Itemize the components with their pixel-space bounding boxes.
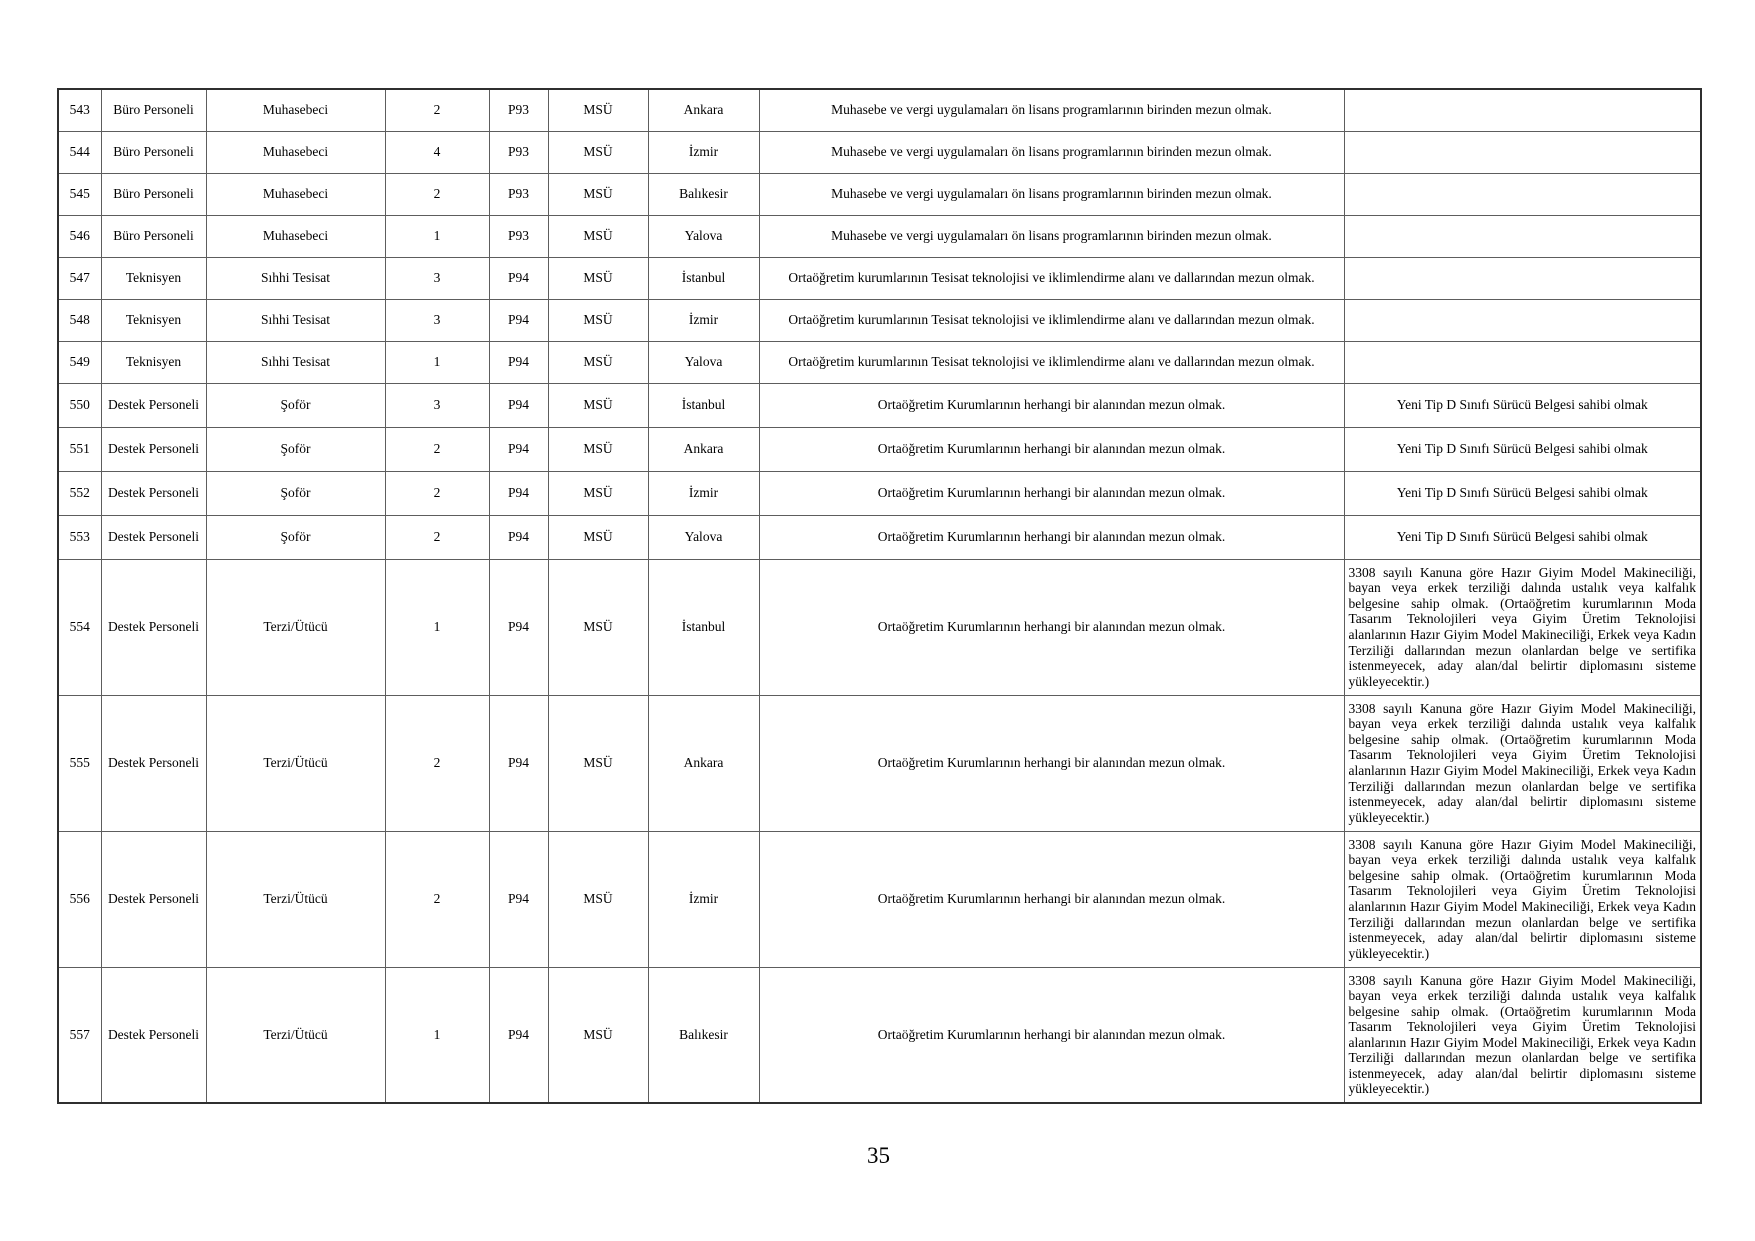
cell-row-no: 544 (58, 131, 101, 173)
cell-code: P94 (489, 695, 548, 831)
cell-code: P94 (489, 341, 548, 383)
cell-code: P94 (489, 257, 548, 299)
table-row (58, 471, 1701, 515)
cell-count: 3 (385, 299, 489, 341)
cell-position: Büro Personeli (101, 131, 206, 173)
cell-position: Destek Personeli (101, 427, 206, 471)
table-row (58, 427, 1701, 471)
cell-requirement: Ortaöğretim Kurumlarının herhangi bir alanından mezun olmak. (759, 559, 1344, 695)
cell-row-no: 551 (58, 427, 101, 471)
cell-code: P93 (489, 215, 548, 257)
table-row (58, 131, 1701, 173)
cell-row-no: 543 (58, 89, 101, 131)
cell-position: Destek Personeli (101, 383, 206, 427)
cell-note: Yeni Tip D Sınıfı Sürücü Belgesi sahibi olmak (1344, 383, 1701, 427)
cell-city: Ankara (648, 695, 759, 831)
cell-position: Destek Personeli (101, 831, 206, 967)
cell-city: Balıkesir (648, 173, 759, 215)
cell-requirement: Muhasebe ve vergi uygulamaları ön lisans programlarının birinden mezun olmak. (759, 215, 1344, 257)
table-row (58, 383, 1701, 427)
cell-count: 2 (385, 427, 489, 471)
cell-count: 4 (385, 131, 489, 173)
cell-code: P94 (489, 967, 548, 1103)
cell-note: 3308 sayılı Kanuna göre Hazır Giyim Model Makineciliği, bayan veya erkek terziliği dalında ustalık veya kalfalık belgesine sahip olmak. (Ortaöğretim kurumlarının Moda Tasarım Teknolojileri veya Giyim Üretim Teknolojisi alanlarının Hazır Giyim Model Makineciliği, Erkek veya Kadın Terziliği dallarından mezun olanlardan belge ve sertifika istenmeyecek, aday alan/dal belirtir diplomasını sisteme yükleyecektir.) (1344, 695, 1701, 831)
cell-title: Muhasebeci (206, 131, 385, 173)
cell-row-no: 546 (58, 215, 101, 257)
table-row (58, 515, 1701, 559)
cell-row-no: 556 (58, 831, 101, 967)
cell-count: 1 (385, 559, 489, 695)
cell-title: Muhasebeci (206, 89, 385, 131)
cell-count: 2 (385, 89, 489, 131)
cell-note (1344, 131, 1701, 173)
cell-institution: MSÜ (548, 471, 648, 515)
table-row (58, 341, 1701, 383)
cell-count: 2 (385, 831, 489, 967)
cell-institution: MSÜ (548, 173, 648, 215)
cell-requirement: Ortaöğretim kurumlarının Tesisat teknolojisi ve iklimlendirme alanı ve dallarından mezun olmak. (759, 299, 1344, 341)
cell-position: Destek Personeli (101, 967, 206, 1103)
cell-code: P94 (489, 515, 548, 559)
cell-count: 3 (385, 257, 489, 299)
cell-code: P94 (489, 471, 548, 515)
table-row (58, 215, 1701, 257)
cell-institution: MSÜ (548, 967, 648, 1103)
table-row (58, 257, 1701, 299)
cell-position: Büro Personeli (101, 89, 206, 131)
cell-code: P94 (489, 299, 548, 341)
cell-requirement: Ortaöğretim kurumlarının Tesisat teknolojisi ve iklimlendirme alanı ve dallarından mezun olmak. (759, 257, 1344, 299)
cell-note (1344, 257, 1701, 299)
cell-code: P93 (489, 131, 548, 173)
cell-city: İstanbul (648, 383, 759, 427)
cell-city: İstanbul (648, 559, 759, 695)
cell-city: Ankara (648, 427, 759, 471)
cell-institution: MSÜ (548, 215, 648, 257)
cell-requirement: Muhasebe ve vergi uygulamaları ön lisans programlarının birinden mezun olmak. (759, 173, 1344, 215)
cell-code: P93 (489, 173, 548, 215)
cell-city: İzmir (648, 299, 759, 341)
cell-code: P94 (489, 383, 548, 427)
cell-institution: MSÜ (548, 695, 648, 831)
cell-row-no: 552 (58, 471, 101, 515)
cell-position: Teknisyen (101, 341, 206, 383)
cell-row-no: 547 (58, 257, 101, 299)
cell-count: 2 (385, 173, 489, 215)
cell-requirement: Ortaöğretim kurumlarının Tesisat teknolojisi ve iklimlendirme alanı ve dallarından mezun olmak. (759, 341, 1344, 383)
cell-note: 3308 sayılı Kanuna göre Hazır Giyim Model Makineciliği, bayan veya erkek terziliği dalında ustalık veya kalfalık belgesine sahip olmak. (Ortaöğretim kurumlarının Moda Tasarım Teknolojileri veya Giyim Üretim Teknolojisi alanlarının Hazır Giyim Model Makineciliği, Erkek veya Kadın Terziliği dallarından mezun olanlardan belge ve sertifika istenmeyecek, aday alan/dal belirtir diplomasını sisteme yükleyecektir.) (1344, 559, 1701, 695)
page-number: 35 (867, 1143, 890, 1168)
cell-count: 1 (385, 967, 489, 1103)
cell-note: Yeni Tip D Sınıfı Sürücü Belgesi sahibi olmak (1344, 471, 1701, 515)
cell-title: Terzi/Ütücü (206, 831, 385, 967)
cell-note (1344, 89, 1701, 131)
cell-note (1344, 341, 1701, 383)
job-postings-table-wrap (57, 88, 1702, 1104)
cell-code: P94 (489, 427, 548, 471)
cell-code: P93 (489, 89, 548, 131)
cell-note (1344, 299, 1701, 341)
cell-position: Teknisyen (101, 257, 206, 299)
cell-code: P94 (489, 831, 548, 967)
table-row (58, 299, 1701, 341)
cell-position: Büro Personeli (101, 173, 206, 215)
cell-position: Destek Personeli (101, 695, 206, 831)
cell-city: İzmir (648, 831, 759, 967)
cell-institution: MSÜ (548, 299, 648, 341)
cell-row-no: 553 (58, 515, 101, 559)
cell-title: Terzi/Ütücü (206, 967, 385, 1103)
cell-note: 3308 sayılı Kanuna göre Hazır Giyim Model Makineciliği, bayan veya erkek terziliği dalında ustalık veya kalfalık belgesine sahip olmak. (Ortaöğretim kurumlarının Moda Tasarım Teknolojileri veya Giyim Üretim Teknolojisi alanlarının Hazır Giyim Model Makineciliği, Erkek veya Kadın Terziliği dallarından mezun olanlardan belge ve sertifika istenmeyecek, aday alan/dal belirtir diplomasını sisteme yükleyecektir.) (1344, 831, 1701, 967)
cell-title: Sıhhi Tesisat (206, 257, 385, 299)
cell-title: Şoför (206, 515, 385, 559)
table-body (58, 89, 1701, 1103)
cell-position: Destek Personeli (101, 559, 206, 695)
cell-position: Teknisyen (101, 299, 206, 341)
table-row (58, 559, 1701, 695)
cell-city: Yalova (648, 341, 759, 383)
cell-row-no: 549 (58, 341, 101, 383)
cell-count: 2 (385, 695, 489, 831)
cell-title: Muhasebeci (206, 215, 385, 257)
cell-title: Şoför (206, 471, 385, 515)
cell-count: 1 (385, 341, 489, 383)
job-postings-table (57, 88, 1702, 1104)
cell-institution: MSÜ (548, 515, 648, 559)
cell-requirement: Ortaöğretim Kurumlarının herhangi bir alanından mezun olmak. (759, 967, 1344, 1103)
cell-row-no: 545 (58, 173, 101, 215)
cell-row-no: 554 (58, 559, 101, 695)
cell-title: Şoför (206, 383, 385, 427)
cell-row-no: 550 (58, 383, 101, 427)
cell-code: P94 (489, 559, 548, 695)
table-row (58, 173, 1701, 215)
cell-note: Yeni Tip D Sınıfı Sürücü Belgesi sahibi olmak (1344, 515, 1701, 559)
cell-institution: MSÜ (548, 383, 648, 427)
cell-count: 1 (385, 215, 489, 257)
cell-row-no: 555 (58, 695, 101, 831)
cell-note: 3308 sayılı Kanuna göre Hazır Giyim Model Makineciliği, bayan veya erkek terziliği dalında ustalık veya kalfalık belgesine sahip olmak. (Ortaöğretim kurumlarının Moda Tasarım Teknolojileri veya Giyim Üretim Teknolojisi alanlarının Hazır Giyim Model Makineciliği, Erkek veya Kadın Terziliği dallarından mezun olanlardan belge ve sertifika istenmeyecek, aday alan/dal belirtir diplomasını sisteme yükleyecektir.) (1344, 967, 1701, 1103)
cell-requirement: Ortaöğretim Kurumlarının herhangi bir alanından mezun olmak. (759, 471, 1344, 515)
cell-title: Şoför (206, 427, 385, 471)
cell-note (1344, 173, 1701, 215)
table-row (58, 89, 1701, 131)
cell-note: Yeni Tip D Sınıfı Sürücü Belgesi sahibi olmak (1344, 427, 1701, 471)
cell-city: İstanbul (648, 257, 759, 299)
cell-note (1344, 215, 1701, 257)
cell-title: Sıhhi Tesisat (206, 299, 385, 341)
cell-row-no: 548 (58, 299, 101, 341)
cell-institution: MSÜ (548, 257, 648, 299)
cell-city: Yalova (648, 515, 759, 559)
cell-requirement: Ortaöğretim Kurumlarının herhangi bir alanından mezun olmak. (759, 831, 1344, 967)
cell-city: Yalova (648, 215, 759, 257)
cell-requirement: Muhasebe ve vergi uygulamaları ön lisans programlarının birinden mezun olmak. (759, 89, 1344, 131)
cell-requirement: Ortaöğretim Kurumlarının herhangi bir alanından mezun olmak. (759, 695, 1344, 831)
cell-position: Büro Personeli (101, 215, 206, 257)
cell-title: Terzi/Ütücü (206, 695, 385, 831)
cell-requirement: Ortaöğretim Kurumlarının herhangi bir alanından mezun olmak. (759, 515, 1344, 559)
cell-requirement: Ortaöğretim Kurumlarının herhangi bir alanından mezun olmak. (759, 383, 1344, 427)
cell-institution: MSÜ (548, 89, 648, 131)
cell-title: Muhasebeci (206, 173, 385, 215)
cell-institution: MSÜ (548, 559, 648, 695)
cell-position: Destek Personeli (101, 471, 206, 515)
cell-institution: MSÜ (548, 341, 648, 383)
cell-city: İzmir (648, 471, 759, 515)
cell-title: Sıhhi Tesisat (206, 341, 385, 383)
cell-count: 3 (385, 383, 489, 427)
cell-title: Terzi/Ütücü (206, 559, 385, 695)
table-row (58, 831, 1701, 967)
cell-count: 2 (385, 471, 489, 515)
cell-requirement: Muhasebe ve vergi uygulamaları ön lisans programlarının birinden mezun olmak. (759, 131, 1344, 173)
cell-city: Balıkesir (648, 967, 759, 1103)
cell-requirement: Ortaöğretim Kurumlarının herhangi bir alanından mezun olmak. (759, 427, 1344, 471)
cell-count: 2 (385, 515, 489, 559)
cell-institution: MSÜ (548, 131, 648, 173)
cell-city: Ankara (648, 89, 759, 131)
cell-city: İzmir (648, 131, 759, 173)
table-row (58, 967, 1701, 1103)
cell-institution: MSÜ (548, 427, 648, 471)
cell-row-no: 557 (58, 967, 101, 1103)
table-row (58, 695, 1701, 831)
cell-position: Destek Personeli (101, 515, 206, 559)
cell-institution: MSÜ (548, 831, 648, 967)
